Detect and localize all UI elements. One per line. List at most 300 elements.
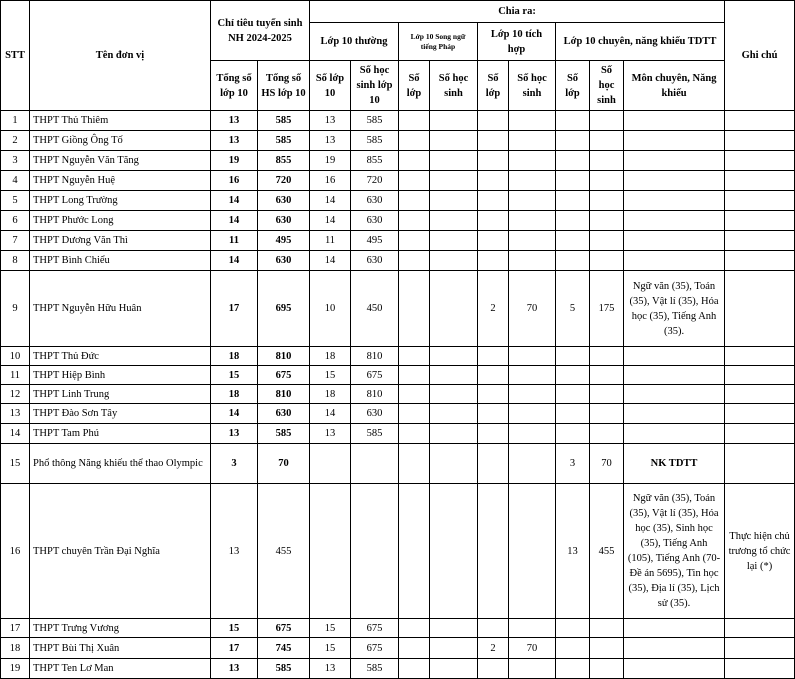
cell-tong-so-lop: 17 — [211, 271, 258, 347]
header-chuyen-so-hs: Số học sinh — [590, 61, 624, 111]
cell-tich-hop-so-hs — [509, 484, 556, 619]
cell-ten-don-vi: THPT Phước Long — [30, 211, 211, 231]
cell-ten-don-vi: THPT Hiệp Bình — [30, 366, 211, 385]
cell-mon-chuyen — [624, 111, 725, 131]
cell-ten-don-vi: THPT Nguyễn Văn Tăng — [30, 151, 211, 171]
cell-tong-so-hs: 585 — [258, 424, 310, 444]
cell-tong-so-hs: 630 — [258, 191, 310, 211]
cell-tich-hop-so-hs: 70 — [509, 271, 556, 347]
table-row — [1, 659, 795, 679]
cell-thuong-so-lop: 14 — [310, 251, 351, 271]
header-stt: STT — [1, 1, 30, 111]
cell-ten-don-vi: THPT Long Trường — [30, 191, 211, 211]
cell-chuyen-so-lop: 3 — [556, 444, 590, 484]
cell-tich-hop-so-lop — [478, 366, 509, 385]
cell-tich-hop-so-lop — [478, 191, 509, 211]
cell-ten-don-vi: THPT chuyên Trần Đại Nghĩa — [30, 484, 211, 619]
cell-tich-hop-so-lop — [478, 404, 509, 424]
cell-thuong-so-lop: 14 — [310, 191, 351, 211]
cell-thuong-so-lop: 14 — [310, 211, 351, 231]
cell-chuyen-so-hs — [590, 424, 624, 444]
table-row — [1, 171, 795, 191]
cell-ghi-chu — [725, 404, 795, 424]
cell-mon-chuyen: Ngữ văn (35), Toán (35), Vật lí (35), Hóa học (35), Tiếng Anh (35). — [624, 271, 725, 347]
cell-tich-hop-so-lop — [478, 347, 509, 366]
cell-ghi-chu — [725, 131, 795, 151]
header-lop10-thuong: Lớp 10 thường — [310, 23, 399, 61]
cell-chuyen-so-lop — [556, 638, 590, 659]
cell-thuong-so-lop: 15 — [310, 619, 351, 638]
table-row — [1, 211, 795, 231]
cell-tong-so-lop: 13 — [211, 424, 258, 444]
cell-ten-don-vi: THPT Nguyễn Hữu Huân — [30, 271, 211, 347]
cell-ghi-chu — [725, 347, 795, 366]
cell-thuong-so-lop: 15 — [310, 366, 351, 385]
cell-tong-so-lop: 14 — [211, 191, 258, 211]
cell-thuong-so-hs: 675 — [351, 619, 399, 638]
cell-tich-hop-so-hs — [509, 385, 556, 404]
cell-mon-chuyen — [624, 366, 725, 385]
cell-stt: 17 — [1, 619, 30, 638]
cell-chuyen-so-lop — [556, 347, 590, 366]
cell-stt: 11 — [1, 366, 30, 385]
cell-thuong-so-hs: 585 — [351, 111, 399, 131]
cell-song-ngu-so-hs — [430, 385, 478, 404]
cell-song-ngu-so-lop — [399, 404, 430, 424]
table-row — [1, 366, 795, 385]
cell-tong-so-hs: 720 — [258, 171, 310, 191]
cell-thuong-so-hs: 675 — [351, 366, 399, 385]
table-row — [1, 151, 795, 171]
cell-chuyen-so-lop — [556, 211, 590, 231]
cell-tich-hop-so-lop: 2 — [478, 271, 509, 347]
cell-chuyen-so-hs — [590, 619, 624, 638]
header-ghi-chu: Ghi chú — [725, 1, 795, 111]
table-row — [1, 424, 795, 444]
cell-tich-hop-so-lop — [478, 151, 509, 171]
cell-song-ngu-so-lop — [399, 424, 430, 444]
cell-tich-hop-so-hs: 70 — [509, 638, 556, 659]
cell-chuyen-so-hs: 175 — [590, 271, 624, 347]
cell-mon-chuyen — [624, 385, 725, 404]
cell-chuyen-so-lop — [556, 191, 590, 211]
cell-tong-so-hs: 695 — [258, 271, 310, 347]
cell-tong-so-hs: 495 — [258, 231, 310, 251]
cell-ten-don-vi: THPT Nguyễn Huệ — [30, 171, 211, 191]
table-row — [1, 444, 795, 484]
cell-thuong-so-hs: 630 — [351, 191, 399, 211]
cell-thuong-so-lop: 13 — [310, 659, 351, 679]
cell-ghi-chu — [725, 151, 795, 171]
cell-song-ngu-so-hs — [430, 131, 478, 151]
cell-ghi-chu — [725, 171, 795, 191]
cell-song-ngu-so-hs — [430, 659, 478, 679]
cell-thuong-so-lop: 15 — [310, 638, 351, 659]
cell-mon-chuyen — [624, 151, 725, 171]
cell-thuong-so-hs: 810 — [351, 347, 399, 366]
cell-tong-so-lop: 13 — [211, 131, 258, 151]
cell-tich-hop-so-lop — [478, 171, 509, 191]
cell-mon-chuyen: Ngữ văn (35), Toán (35), Vật lí (35), Hóa học (35), Sinh học (35), Tiếng Anh (105), Tiếng Anh (70-Đề án 5695), Tin học (35), Địa lí (35), Lịch sử (35). — [624, 484, 725, 619]
cell-song-ngu-so-lop — [399, 619, 430, 638]
cell-chuyen-so-hs — [590, 191, 624, 211]
cell-song-ngu-so-lop — [399, 638, 430, 659]
cell-tich-hop-so-hs — [509, 111, 556, 131]
header-tich-hop-so-hs: Số học sinh — [509, 61, 556, 111]
cell-thuong-so-hs — [351, 484, 399, 619]
cell-ghi-chu — [725, 271, 795, 347]
cell-ghi-chu — [725, 385, 795, 404]
cell-tich-hop-so-hs — [509, 251, 556, 271]
cell-mon-chuyen — [624, 638, 725, 659]
table-row — [1, 191, 795, 211]
cell-song-ngu-so-hs — [430, 251, 478, 271]
header-tong-so-lop: Tổng số lớp 10 — [211, 61, 258, 111]
cell-tong-so-hs: 70 — [258, 444, 310, 484]
cell-chuyen-so-hs — [590, 366, 624, 385]
cell-song-ngu-so-lop — [399, 385, 430, 404]
cell-thuong-so-lop: 14 — [310, 404, 351, 424]
cell-chuyen-so-lop — [556, 424, 590, 444]
cell-song-ngu-so-lop — [399, 211, 430, 231]
table-row — [1, 251, 795, 271]
cell-tich-hop-so-lop — [478, 444, 509, 484]
cell-tich-hop-so-hs — [509, 366, 556, 385]
cell-thuong-so-lop: 18 — [310, 385, 351, 404]
cell-thuong-so-lop: 13 — [310, 424, 351, 444]
cell-tich-hop-so-lop — [478, 211, 509, 231]
cell-song-ngu-so-lop — [399, 271, 430, 347]
cell-chuyen-so-lop — [556, 131, 590, 151]
cell-mon-chuyen: NK TDTT — [624, 444, 725, 484]
cell-song-ngu-so-hs — [430, 151, 478, 171]
cell-tich-hop-so-hs — [509, 171, 556, 191]
header-chia-ra: Chia ra: — [310, 1, 725, 23]
header-song-ngu-so-lop: Số lớp — [399, 61, 430, 111]
cell-tong-so-hs: 630 — [258, 211, 310, 231]
header-song-ngu-so-hs: Số học sinh — [430, 61, 478, 111]
cell-tich-hop-so-hs — [509, 151, 556, 171]
cell-tich-hop-so-hs — [509, 659, 556, 679]
cell-chuyen-so-lop: 13 — [556, 484, 590, 619]
cell-tong-so-hs: 745 — [258, 638, 310, 659]
cell-tich-hop-so-lop — [478, 659, 509, 679]
cell-thuong-so-lop: 16 — [310, 171, 351, 191]
cell-song-ngu-so-lop — [399, 659, 430, 679]
table-row — [1, 271, 795, 347]
cell-chuyen-so-lop — [556, 619, 590, 638]
cell-chuyen-so-hs — [590, 251, 624, 271]
cell-chuyen-so-lop — [556, 171, 590, 191]
cell-tong-so-lop: 16 — [211, 171, 258, 191]
cell-chuyen-so-lop — [556, 404, 590, 424]
cell-tong-so-lop: 13 — [211, 659, 258, 679]
cell-song-ngu-so-hs — [430, 211, 478, 231]
cell-stt: 9 — [1, 271, 30, 347]
cell-ghi-chu — [725, 251, 795, 271]
cell-song-ngu-so-hs — [430, 231, 478, 251]
cell-chuyen-so-lop: 5 — [556, 271, 590, 347]
cell-tong-so-hs: 810 — [258, 347, 310, 366]
cell-ten-don-vi: THPT Đào Sơn Tây — [30, 404, 211, 424]
cell-ghi-chu: Thực hiện chủ trương tổ chức lại (*) — [725, 484, 795, 619]
header-ten-don-vi: Tên đơn vị — [30, 1, 211, 111]
cell-mon-chuyen — [624, 211, 725, 231]
cell-tong-so-hs: 630 — [258, 251, 310, 271]
cell-tong-so-hs: 585 — [258, 659, 310, 679]
cell-mon-chuyen — [624, 424, 725, 444]
cell-thuong-so-hs: 585 — [351, 131, 399, 151]
cell-song-ngu-so-hs — [430, 271, 478, 347]
cell-stt: 4 — [1, 171, 30, 191]
cell-tich-hop-so-hs — [509, 191, 556, 211]
cell-song-ngu-so-lop — [399, 131, 430, 151]
cell-song-ngu-so-hs — [430, 366, 478, 385]
cell-stt: 5 — [1, 191, 30, 211]
cell-song-ngu-so-hs — [430, 638, 478, 659]
cell-song-ngu-so-lop — [399, 151, 430, 171]
cell-song-ngu-so-lop — [399, 171, 430, 191]
cell-thuong-so-lop — [310, 444, 351, 484]
cell-ten-don-vi: THPT Thủ Đức — [30, 347, 211, 366]
cell-mon-chuyen — [624, 659, 725, 679]
cell-song-ngu-so-lop — [399, 231, 430, 251]
cell-thuong-so-lop: 10 — [310, 271, 351, 347]
cell-chuyen-so-hs: 455 — [590, 484, 624, 619]
cell-ten-don-vi: Phổ thông Năng khiếu thể thao Olympic — [30, 444, 211, 484]
cell-mon-chuyen — [624, 251, 725, 271]
cell-tong-so-lop: 17 — [211, 638, 258, 659]
cell-song-ngu-so-lop — [399, 366, 430, 385]
cell-chuyen-so-lop — [556, 659, 590, 679]
cell-tong-so-lop: 18 — [211, 347, 258, 366]
cell-chuyen-so-lop — [556, 366, 590, 385]
cell-song-ngu-so-hs — [430, 347, 478, 366]
cell-tich-hop-so-hs — [509, 619, 556, 638]
cell-ten-don-vi: THPT Bình Chiểu — [30, 251, 211, 271]
cell-tich-hop-so-hs — [509, 404, 556, 424]
cell-tong-so-hs: 455 — [258, 484, 310, 619]
cell-mon-chuyen — [624, 191, 725, 211]
cell-chuyen-so-hs — [590, 638, 624, 659]
cell-ghi-chu — [725, 211, 795, 231]
cell-ghi-chu — [725, 638, 795, 659]
cell-song-ngu-so-lop — [399, 111, 430, 131]
cell-thuong-so-lop: 13 — [310, 111, 351, 131]
cell-thuong-so-hs: 585 — [351, 659, 399, 679]
cell-chuyen-so-hs — [590, 211, 624, 231]
cell-tong-so-lop: 14 — [211, 251, 258, 271]
cell-thuong-so-lop: 19 — [310, 151, 351, 171]
cell-thuong-so-hs: 720 — [351, 171, 399, 191]
cell-song-ngu-so-hs — [430, 619, 478, 638]
cell-thuong-so-hs: 630 — [351, 211, 399, 231]
table-row — [1, 111, 795, 131]
cell-tong-so-lop: 13 — [211, 484, 258, 619]
cell-ten-don-vi: THPT Ten Lơ Man — [30, 659, 211, 679]
cell-chuyen-so-hs — [590, 151, 624, 171]
cell-tich-hop-so-lop — [478, 484, 509, 619]
cell-chuyen-so-lop — [556, 385, 590, 404]
header-tong-so-hs: Tổng số HS lớp 10 — [258, 61, 310, 111]
table-row — [1, 484, 795, 619]
cell-thuong-so-lop: 11 — [310, 231, 351, 251]
header-chuyen-so-lop: Số lớp — [556, 61, 590, 111]
cell-song-ngu-so-hs — [430, 171, 478, 191]
cell-stt: 12 — [1, 385, 30, 404]
cell-tong-so-hs: 810 — [258, 385, 310, 404]
cell-mon-chuyen — [624, 231, 725, 251]
table-row — [1, 131, 795, 151]
cell-tong-so-hs: 630 — [258, 404, 310, 424]
cell-tong-so-hs: 855 — [258, 151, 310, 171]
cell-song-ngu-so-lop — [399, 347, 430, 366]
cell-thuong-so-hs: 855 — [351, 151, 399, 171]
header-thuong-so-hs: Số học sinh lớp 10 — [351, 61, 399, 111]
cell-song-ngu-so-lop — [399, 251, 430, 271]
cell-chuyen-so-hs — [590, 659, 624, 679]
cell-tong-so-lop: 18 — [211, 385, 258, 404]
cell-stt: 16 — [1, 484, 30, 619]
table-row — [1, 231, 795, 251]
cell-ghi-chu — [725, 659, 795, 679]
header-lop10-chuyen: Lớp 10 chuyên, năng khiếu TDTT — [556, 23, 725, 61]
cell-ten-don-vi: THPT Thủ Thiêm — [30, 111, 211, 131]
cell-tich-hop-so-hs — [509, 347, 556, 366]
cell-tich-hop-so-lop — [478, 424, 509, 444]
cell-stt: 1 — [1, 111, 30, 131]
cell-thuong-so-lop: 13 — [310, 131, 351, 151]
cell-thuong-so-hs: 450 — [351, 271, 399, 347]
cell-chuyen-so-lop — [556, 231, 590, 251]
cell-thuong-so-hs — [351, 444, 399, 484]
header-chi-tieu: Chỉ tiêu tuyển sinh NH 2024-2025 — [211, 1, 310, 61]
cell-tong-so-lop: 11 — [211, 231, 258, 251]
cell-ghi-chu — [725, 444, 795, 484]
cell-chuyen-so-hs: 70 — [590, 444, 624, 484]
cell-thuong-so-hs: 585 — [351, 424, 399, 444]
cell-song-ngu-so-lop — [399, 444, 430, 484]
cell-ghi-chu — [725, 619, 795, 638]
table-row — [1, 404, 795, 424]
cell-tong-so-hs: 675 — [258, 366, 310, 385]
table-row — [1, 619, 795, 638]
table-row — [1, 638, 795, 659]
cell-song-ngu-so-hs — [430, 424, 478, 444]
cell-chuyen-so-hs — [590, 131, 624, 151]
cell-tich-hop-so-lop — [478, 231, 509, 251]
cell-tich-hop-so-hs — [509, 211, 556, 231]
cell-mon-chuyen — [624, 404, 725, 424]
table-row — [1, 385, 795, 404]
cell-song-ngu-so-hs — [430, 111, 478, 131]
cell-tong-so-hs: 585 — [258, 111, 310, 131]
cell-ghi-chu — [725, 424, 795, 444]
cell-ten-don-vi: THPT Giồng Ông Tố — [30, 131, 211, 151]
cell-stt: 8 — [1, 251, 30, 271]
cell-chuyen-so-hs — [590, 111, 624, 131]
cell-chuyen-so-lop — [556, 251, 590, 271]
cell-ghi-chu — [725, 231, 795, 251]
cell-tich-hop-so-hs — [509, 424, 556, 444]
cell-ten-don-vi: THPT Trưng Vương — [30, 619, 211, 638]
cell-tich-hop-so-lop: 2 — [478, 638, 509, 659]
cell-mon-chuyen — [624, 347, 725, 366]
cell-tich-hop-so-hs — [509, 444, 556, 484]
cell-chuyen-so-hs — [590, 404, 624, 424]
cell-chuyen-so-hs — [590, 171, 624, 191]
cell-mon-chuyen — [624, 131, 725, 151]
cell-thuong-so-lop — [310, 484, 351, 619]
cell-mon-chuyen — [624, 619, 725, 638]
cell-song-ngu-so-hs — [430, 444, 478, 484]
cell-song-ngu-so-hs — [430, 191, 478, 211]
cell-thuong-so-hs: 495 — [351, 231, 399, 251]
header-lop10-song-ngu: Lớp 10 Song ngữ tiếng Pháp — [399, 23, 478, 61]
cell-tich-hop-so-lop — [478, 131, 509, 151]
cell-ghi-chu — [725, 111, 795, 131]
cell-thuong-so-lop: 18 — [310, 347, 351, 366]
cell-tong-so-lop: 19 — [211, 151, 258, 171]
cell-song-ngu-so-hs — [430, 484, 478, 619]
cell-song-ngu-so-hs — [430, 404, 478, 424]
cell-song-ngu-so-lop — [399, 484, 430, 619]
cell-tong-so-lop: 13 — [211, 111, 258, 131]
header-thuong-so-lop: Số lớp 10 — [310, 61, 351, 111]
cell-thuong-so-hs: 810 — [351, 385, 399, 404]
cell-tich-hop-so-lop — [478, 251, 509, 271]
cell-stt: 18 — [1, 638, 30, 659]
cell-chuyen-so-lop — [556, 151, 590, 171]
cell-song-ngu-so-lop — [399, 191, 430, 211]
cell-chuyen-so-hs — [590, 385, 624, 404]
header-mon-chuyen: Môn chuyên, Năng khiếu — [624, 61, 725, 111]
cell-thuong-so-hs: 630 — [351, 251, 399, 271]
cell-stt: 2 — [1, 131, 30, 151]
cell-ten-don-vi: THPT Tam Phú — [30, 424, 211, 444]
cell-stt: 7 — [1, 231, 30, 251]
cell-tong-so-lop: 14 — [211, 211, 258, 231]
cell-stt: 14 — [1, 424, 30, 444]
table-row — [1, 347, 795, 366]
cell-tich-hop-so-lop — [478, 111, 509, 131]
cell-ten-don-vi: THPT Bùi Thị Xuân — [30, 638, 211, 659]
cell-stt: 15 — [1, 444, 30, 484]
cell-mon-chuyen — [624, 171, 725, 191]
cell-stt: 13 — [1, 404, 30, 424]
cell-ten-don-vi: THPT Dương Văn Thì — [30, 231, 211, 251]
cell-stt: 19 — [1, 659, 30, 679]
cell-tong-so-lop: 3 — [211, 444, 258, 484]
cell-tong-so-hs: 675 — [258, 619, 310, 638]
cell-ten-don-vi: THPT Linh Trung — [30, 385, 211, 404]
cell-tich-hop-so-lop — [478, 385, 509, 404]
cell-thuong-so-hs: 630 — [351, 404, 399, 424]
cell-chuyen-so-lop — [556, 111, 590, 131]
cell-ghi-chu — [725, 366, 795, 385]
cell-tong-so-hs: 585 — [258, 131, 310, 151]
cell-tich-hop-so-hs — [509, 131, 556, 151]
cell-tich-hop-so-hs — [509, 231, 556, 251]
header-lop10-tich-hop: Lớp 10 tích hợp — [478, 23, 556, 61]
cell-stt: 6 — [1, 211, 30, 231]
cell-tong-so-lop: 14 — [211, 404, 258, 424]
header-tich-hop-so-lop: Số lớp — [478, 61, 509, 111]
cell-chuyen-so-hs — [590, 347, 624, 366]
cell-stt: 3 — [1, 151, 30, 171]
cell-thuong-so-hs: 675 — [351, 638, 399, 659]
cell-ghi-chu — [725, 191, 795, 211]
